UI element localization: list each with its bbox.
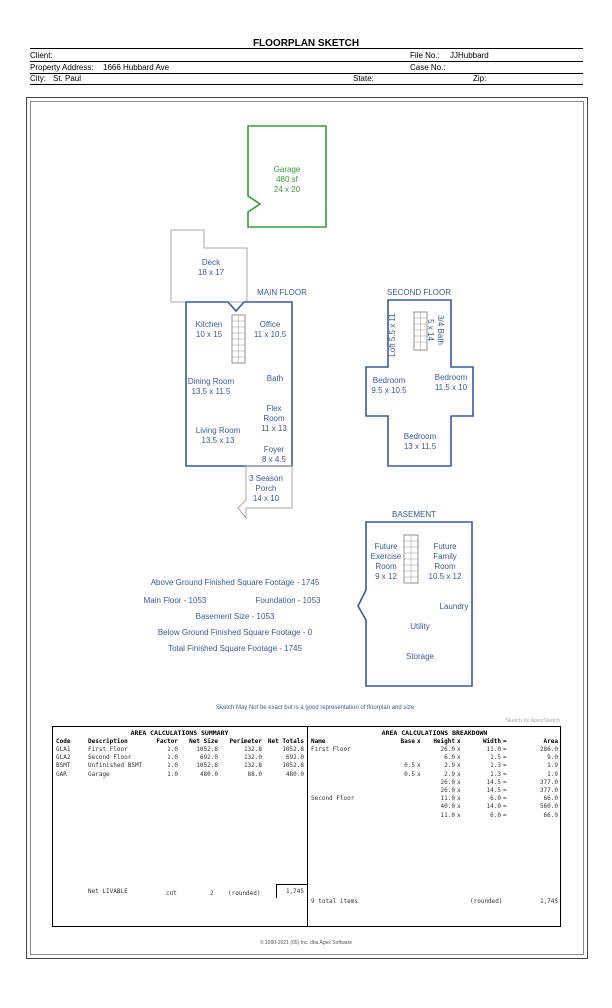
kitchen-label: Kitchen 10 x 15 (195, 320, 223, 339)
area-breakdown-body (311, 738, 558, 820)
table-cell: GLA1 (56, 746, 71, 753)
table-cell: x (417, 762, 421, 770)
net-livable-box (276, 884, 307, 898)
table-cell: Second Floor (311, 795, 355, 803)
table-cell: 560.0 (539, 803, 558, 811)
table-row (311, 812, 558, 820)
office-label: Office 11 x 10.5 (253, 320, 287, 339)
column-header: Base (400, 738, 415, 745)
table-row (311, 754, 558, 762)
total-finished-sqft: Total Finished Square Footage - 1745 (168, 644, 302, 653)
table-cell: 1052.8 (196, 746, 218, 753)
table-row (311, 795, 558, 803)
table-cell: 66.0 (543, 795, 558, 803)
state-label: State: (353, 74, 374, 83)
zip-label: Zip: (473, 74, 487, 83)
table-cell: x (457, 746, 461, 753)
net-livable-rounded: (rounded) (228, 890, 261, 897)
table-cell: GAR (56, 770, 67, 778)
table-cell: 66.0 (543, 811, 558, 819)
table-cell: = (503, 811, 507, 819)
table-cell: 0.5 (404, 762, 415, 770)
living-room-label: Living Room 13.5 x 13 (195, 426, 241, 445)
table-cell: 1.0 (167, 770, 178, 778)
table-cell: = (503, 770, 507, 778)
table-cell: 9.0 (547, 754, 558, 762)
table-cell: = (503, 803, 507, 811)
table-cell: 1.9 (547, 770, 558, 778)
breakdown-total: 1,745 (539, 898, 558, 905)
address-value: 1666 Hubbard Ave (103, 63, 170, 72)
address-label: Property Address: (30, 63, 94, 72)
dining-room-label: Dining Room 13.5 x 11.5 (187, 377, 235, 396)
table-cell: 11.0 (486, 746, 501, 753)
table-header-row (56, 738, 304, 746)
table-divider (307, 726, 308, 927)
sketch-note: Sketch May Not be exact but is a good representation of floorplan and size (215, 705, 415, 711)
table-cell: Unfinished BSMT (88, 762, 143, 770)
table-cell: 132.8 (243, 762, 262, 770)
table-cell: 692.0 (199, 754, 218, 762)
table-cell: GLA2 (56, 754, 71, 762)
net-livable-total: 1,745 (285, 888, 304, 895)
table-cell: 14.0 (486, 803, 501, 811)
table-row (56, 754, 304, 762)
basement-size: Basement Size - 1053 (195, 612, 275, 621)
table-cell: BSMT (56, 762, 71, 770)
table-cell: 2.9 (444, 762, 455, 770)
table-cell: 11.0 (440, 795, 455, 803)
main-floor-sqft: Main Floor - 1053 (143, 596, 207, 605)
area-summary-body (56, 738, 304, 779)
foyer-label: Foyer 8 x 4.5 (261, 445, 286, 464)
table-cell: x (457, 754, 461, 762)
net-livable-label: Net LIVABLE (88, 888, 128, 895)
column-header: x (417, 738, 421, 745)
loft-label: Loft 5.5 x 11 (388, 313, 397, 357)
file-no-value: JJHubbard (450, 51, 489, 60)
bath-label: Bath (266, 374, 284, 383)
above-ground-sqft: Above Ground Finished Square Footage - 1745 (150, 578, 320, 587)
table-cell: 480.0 (199, 770, 218, 778)
table-cell: 480.0 (285, 770, 304, 778)
deck-label: Deck 18 x 17 (197, 258, 225, 277)
table-row (311, 746, 558, 754)
table-cell: 2.9 (444, 770, 455, 778)
column-header: Perimeter (229, 738, 262, 745)
foundation-sqft: Foundation - 1053 (255, 596, 321, 605)
sketch-by: Sketch by ApexSketch (505, 718, 560, 724)
column-header: Factor (156, 738, 178, 745)
area-summary-title: AREA CALCULATIONS SUMMARY (130, 729, 229, 737)
table-cell: 14.5 (486, 786, 501, 794)
table-cell: x (457, 811, 461, 819)
table-cell: x (457, 786, 461, 794)
table-cell: 1.0 (167, 754, 178, 762)
table-cell: 1052.8 (196, 762, 218, 770)
table-cell: 11.0 (440, 811, 455, 819)
net-livable-count: 2 (210, 890, 214, 897)
case-no-label: Case No.: (410, 63, 446, 72)
table-cell: = (503, 778, 507, 786)
laundry-label: Laundry (439, 602, 469, 611)
table-cell: 377.0 (539, 786, 558, 794)
column-header: = (503, 738, 507, 745)
basement-title: BASEMENT (391, 510, 436, 519)
table-cell: 88.0 (247, 770, 262, 778)
table-cell: 1052.8 (282, 762, 304, 770)
copyright: © 1990-2021 (05) Inc. dba Apex Software (259, 940, 353, 946)
table-cell: 1.0 (167, 746, 178, 753)
table-cell: 692.0 (285, 754, 304, 762)
table-cell: x (457, 803, 461, 811)
table-cell: x (457, 770, 461, 778)
table-cell: x (457, 762, 461, 770)
table-cell: 6.0 (490, 811, 501, 819)
area-breakdown-title: AREA CALCULATIONS BREAKDOWN (381, 729, 488, 737)
table-cell: 6.0 (444, 754, 455, 762)
table-cell: 132.0 (243, 754, 262, 762)
second-floor-title: SECOND FLOOR (386, 288, 451, 297)
column-header: Description (88, 738, 128, 745)
table-cell: 1.0 (167, 762, 178, 770)
table-row (56, 762, 304, 770)
table-cell: 377.0 (539, 778, 558, 786)
table-cell: = (503, 795, 507, 803)
column-header: x (457, 738, 461, 745)
table-cell: 14.5 (486, 778, 501, 786)
bedroom-1-label: Bedroom 9.5 x 10.5 (371, 376, 407, 395)
table-cell: 1.9 (547, 762, 558, 770)
table-cell: 6.0 (490, 795, 501, 803)
table-cell: 26.0 (440, 778, 455, 786)
table-cell: 1052.8 (282, 746, 304, 753)
file-no-label: File No.: (410, 51, 440, 60)
column-header: Height (433, 738, 455, 745)
table-row (311, 787, 558, 795)
table-cell: 26.0 (440, 786, 455, 794)
table-row (311, 779, 558, 787)
column-header: Code (56, 738, 71, 745)
city-label: City: (30, 74, 46, 83)
table-cell: 286.0 (539, 746, 558, 753)
table-cell: First Floor (88, 746, 128, 753)
family-room-label: Future Family Room 10.5 x 12 (428, 542, 462, 581)
porch-label: 3 Season Porch 14 x 10 (249, 474, 283, 503)
flex-room-label: Flex Room 11 x 13 (261, 404, 287, 433)
storage-label: Storage (405, 652, 435, 661)
table-cell: 132.8 (243, 746, 262, 753)
table-cell: = (503, 746, 507, 753)
table-cell: = (503, 754, 507, 762)
below-ground-sqft: Below Ground Finished Square Footage - 0 (157, 628, 313, 637)
column-header: Width (482, 738, 501, 745)
table-cell: x (457, 795, 461, 803)
table-cell: Second Floor (88, 754, 132, 762)
table-cell: = (503, 762, 507, 770)
breakdown-rounded: (rounded) (470, 898, 503, 905)
page-title: FLOORPLAN SKETCH (252, 38, 360, 49)
column-header: Area (543, 738, 558, 745)
table-cell: First Floor (311, 746, 351, 753)
table-header-row (311, 738, 558, 746)
table-row (311, 771, 558, 779)
net-livable-cnt: cnt (166, 890, 177, 897)
table-cell: Garage (88, 770, 110, 778)
table-cell: x (457, 778, 461, 786)
client-label: Client: (30, 51, 53, 60)
table-row (311, 762, 558, 770)
table-cell: 0.5 (404, 770, 415, 778)
table-cell: 1.3 (490, 762, 501, 770)
table-row (56, 746, 304, 754)
table-cell: 1.3 (490, 770, 501, 778)
table-cell: = (503, 786, 507, 794)
table-cell: 40.0 (440, 803, 455, 811)
bedroom-3-label: Bedroom 13 x 11.5 (403, 432, 437, 451)
table-row (311, 803, 558, 811)
garage-label: Garage 480 sf 24 x 20 (273, 165, 301, 194)
bedroom-2-label: Bedroom 11.5 x 10 (434, 373, 468, 392)
table-cell: 26.0 (440, 746, 455, 753)
column-header: Net Size (189, 738, 218, 745)
column-header: Name (311, 738, 326, 745)
table-row (56, 771, 304, 779)
exercise-room-label: Future Exercise Room 9 x 12 (370, 542, 402, 581)
column-header: Net Totals (267, 738, 304, 745)
table-cell: 1.5 (490, 754, 501, 762)
main-floor-title: MAIN FLOOR (257, 288, 307, 297)
city-value: St. Paul (53, 74, 82, 83)
total-items: 9 total items (311, 898, 358, 905)
table-cell: x (417, 770, 421, 778)
utility-label: Utility (410, 622, 430, 631)
three-quarter-bath-label: 3/4 Bath 5 x 14 (426, 315, 445, 345)
